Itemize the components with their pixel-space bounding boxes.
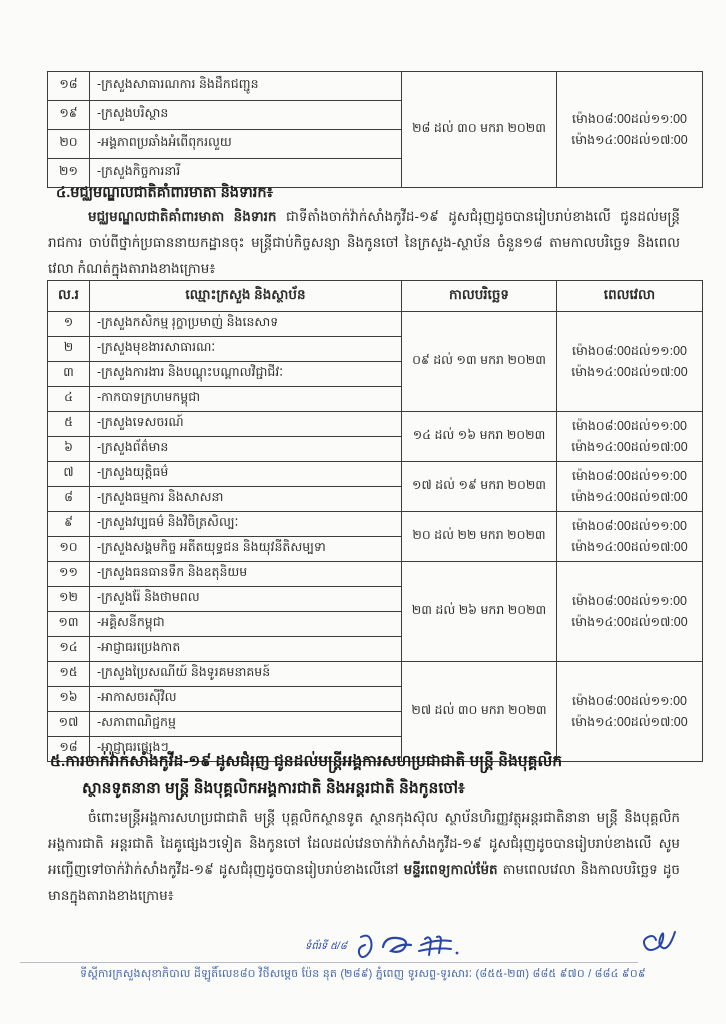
time-afternoon: ម៉ោង១៤:00ដល់១៧:00	[571, 539, 688, 554]
time-afternoon: ម៉ោង១៤:00ដល់១៧:00	[571, 364, 688, 379]
ministry-name: -អាជ្ញាធរប្រេងកាត	[90, 637, 402, 662]
ministry-name: -អគ្គិសនីកម្ពុជា	[90, 612, 402, 637]
section5-heading-line2: ស្ថានទូតនានា មន្ត្រី និងបុគ្គលិកអង្គការជាតិ និងអន្តរជាតិ និងកូនចៅ៖	[82, 780, 465, 797]
date-cell: ២៨ ដល់ ៣០ មករា ២០២៣	[402, 72, 557, 188]
ministry-name: -កាកបាទក្រហមកម្ពុជា	[90, 387, 402, 412]
row-number: ១	[48, 312, 90, 337]
ministry-name: -អាជ្ញាធរផ្សេងៗ	[90, 737, 402, 762]
ministry-name: -ក្រសួងទេសចរណ៍	[90, 412, 402, 437]
section5-paragraph-bold: មន្ទីរពេទ្យកាល់ម៉ែត	[403, 862, 498, 877]
section5-heading-line1: ៥.ការចាក់វ៉ាក់សាំងកូវីដ-១៩ ដូសជំរុញ ជូនដល់មន្ត្រីអង្គការសហប្រជាជាតិ មន្ត្រី និងបុគ្គលិក	[50, 753, 563, 770]
ministry-name: -ក្រសួងធនធានទឹក និងឧតុនិយម	[90, 562, 402, 587]
row-number: ១៨	[48, 72, 90, 101]
ministry-name: -ក្រសួងវប្បធម៌ និងវិចិត្រសិល្បៈ	[90, 512, 402, 537]
ministry-name: -ក្រសួងការងារ និងបណ្តុះបណ្តាលវិជ្ជាជីវៈ	[90, 362, 402, 387]
row-number: ១៩	[48, 101, 90, 130]
time-cell	[557, 312, 703, 412]
date-cell: ២៣ ដល់ ២៦ មករា ២០២៣	[402, 562, 557, 662]
continuation-table	[47, 71, 703, 188]
row-number: ៦	[48, 437, 90, 462]
header-time: ពេលវេលា	[557, 281, 703, 312]
row-number: ១៥	[48, 662, 90, 687]
row-number: ៣	[48, 362, 90, 387]
time-afternoon: ម៉ោង១៤:00ដល់១៧:00	[571, 614, 688, 629]
time-morning: ម៉ោង០៨:00ដល់១១:00	[571, 343, 687, 358]
time-cell	[557, 412, 703, 462]
footer-address: ទីស្តីការក្រសួងសុខាភិបាល ដីឡូតិ៍លេខ៨០ វិថីសម្តេច ប៉ែន នុត (២៨៩) ភ្នំពេញ ទូរសព្ទ-ទូរសារៈ (៨៥៥-២៣) ៨៨៥ ៩៧០ / ៨៨៤ ៩០៩	[80, 968, 646, 980]
row-number: ១០	[48, 537, 90, 562]
row-number: ១៣	[48, 612, 90, 637]
time-cell	[557, 562, 703, 662]
table-header-row	[48, 281, 703, 312]
date-cell: ២០ ដល់ ២២ មករា ២០២៣	[402, 512, 557, 562]
section5-paragraph-b: តាមពេលវេលា និងកាលបរិច្ឆេទ ដូចមានក្នុងតារាងខាងក្រោម៖	[48, 862, 681, 903]
footer-divider	[20, 962, 638, 963]
signature-scribble-icon	[353, 929, 473, 963]
row-number: ២០	[48, 130, 90, 159]
row-number: ៥	[48, 412, 90, 437]
row-number: ១៦	[48, 687, 90, 712]
time-afternoon: ម៉ោង១៤:00ដល់១៧:00	[571, 132, 688, 147]
date-cell: ០៩ ដល់ ១៣ មករា ២០២៣	[402, 312, 557, 412]
time-morning: ម៉ោង០៨:00ដល់១១:00	[571, 518, 687, 533]
table-row	[48, 412, 703, 437]
schedule-table	[47, 280, 703, 762]
row-number: ១៤	[48, 637, 90, 662]
row-number: ១១	[48, 562, 90, 587]
ministry-name: -ក្រសួងបរិស្ថាន	[90, 101, 402, 130]
initial-mark-icon	[630, 920, 682, 964]
section5-paragraph-a: ចំពោះមន្ត្រីអង្គការសហប្រជាជាតិ មន្ត្រី បុគ្គលិកស្ថានទូត ស្ថានកុងស៊ុល ស្ថាប័នហិរញ្ញវត្ថុអន្តរជាតិនានា មន្ត្រី និងបុគ្គលិកអង្គការជាតិ អន្តរជាតិ ដៃគូផ្សេងៗទៀត និងកូនចៅ ដែលដល់វេនចាក់វ៉ាក់សាំងកូវីដ-១៩ ដូសជំរុញដូចបានរៀបរាប់ខាងលើ សូមអញ្ជើញទៅចាក់វ៉ាក់សាំងកូវីដ-១៩ ដូសជំរុញដូចបានរៀបរាប់ខាងលើនៅ	[48, 810, 680, 877]
ministry-name: -សភាពាណិជ្ជកម្ម	[90, 712, 402, 737]
row-number: ៧	[48, 462, 90, 487]
section5-heading	[50, 748, 686, 802]
table-row	[48, 512, 703, 537]
date-cell: ១៤ ដល់ ១៦ មករា ២០២៣	[402, 412, 557, 462]
time-cell	[557, 72, 703, 188]
time-cell	[557, 462, 703, 512]
row-number: ១៧	[48, 712, 90, 737]
header-date: កាលបរិច្ឆេទ	[402, 281, 557, 312]
table-row	[48, 662, 703, 687]
ministry-name: -ក្រសួងកិច្ចការនារី	[90, 159, 402, 188]
section4-heading: ៤.មជ្ឈមណ្ឌលជាតិគាំពារមាតា និងទារក៖	[56, 185, 273, 201]
ministry-name: -ក្រសួងយុត្តិធម៌	[90, 462, 402, 487]
ministry-name: -អង្គភាពប្រឆាំងអំពើពុករលួយ	[90, 130, 402, 159]
header-no: ល.រ	[48, 281, 90, 312]
time-cell	[557, 512, 703, 562]
section4-paragraph	[48, 204, 680, 282]
time-morning: ម៉ោង០៨:00ដល់១១:00	[571, 693, 687, 708]
handwritten-page-note: ទំព័រទី ៥/៨	[305, 940, 347, 952]
time-morning: ម៉ោង០៨:00ដល់១១:00	[571, 593, 687, 608]
header-ministry-name: ឈ្មោះក្រសួង និងស្ថាប័ន	[90, 281, 402, 312]
ministry-name: -ក្រសួងកសិកម្ម រុក្ខាប្រមាញ់ និងនេសាទ	[90, 312, 402, 337]
row-number: ១៨	[48, 737, 90, 762]
row-number: ៤	[48, 387, 90, 412]
row-number: ៨	[48, 487, 90, 512]
ministry-name: -ក្រសួងសាធារណការ និងដឹកជញ្ជូន	[90, 72, 402, 101]
section5-paragraph	[48, 805, 680, 909]
ministry-name: -ក្រសួងរ៉ែ និងថាមពល	[90, 587, 402, 612]
section4-paragraph-rest: ជាទីតាំងចាក់វ៉ាក់សាំងកូវីដ-១៩ ដូសជំរុញដូចបានរៀបរាប់ខាងលើ ជូនដល់មន្ត្រីរាជការ ចាប់ពីថ្នាក់ប្រធាននាយកដ្ឋានចុះ មន្ត្រីជាប់កិច្ចសន្យា និងកូនចៅ នៃក្រសួង-ស្ថាប័ន ចំនួន១៨ តាមកាលបរិច្ឆេទ និងពេលវេលា កំណត់ក្នុងតារាងខាងក្រោម៖	[48, 209, 680, 276]
date-cell: ២៧ ដល់ ៣០ មករា ២០២៣	[402, 662, 557, 762]
time-morning: ម៉ោង០៨:00ដល់១១:00	[571, 111, 687, 126]
time-cell	[557, 662, 703, 762]
row-number: ១២	[48, 587, 90, 612]
table-row	[48, 72, 703, 101]
time-afternoon: ម៉ោង១៤:00ដល់១៧:00	[571, 714, 688, 729]
time-afternoon: ម៉ោង១៤:00ដល់១៧:00	[571, 439, 688, 454]
time-afternoon: ម៉ោង១៤:00ដល់១៧:00	[571, 489, 688, 504]
time-morning: ម៉ោង០៨:00ដល់១១:00	[571, 468, 687, 483]
row-number: ២១	[48, 159, 90, 188]
ministry-name: -អាកាសចរស៊ីវិល	[90, 687, 402, 712]
ministry-name: -ក្រសួងប្រៃសណីយ៍ និងទូរគមនាគមន៍	[90, 662, 402, 687]
section4-paragraph-lead: មជ្ឈមណ្ឌលជាតិគាំពារមាតា និងទារក	[88, 209, 277, 224]
table-row	[48, 562, 703, 587]
date-cell: ១៧ ដល់ ១៩ មករា ២០២៣	[402, 462, 557, 512]
ministry-name: -ក្រសួងមុខងារសាធារណៈ	[90, 337, 402, 362]
table-row	[48, 312, 703, 337]
row-number: ២	[48, 337, 90, 362]
time-morning: ម៉ោង០៨:00ដល់១១:00	[571, 418, 687, 433]
row-number: ៩	[48, 512, 90, 537]
ministry-name: -ក្រសួងសង្គមកិច្ច អតីតយុទ្ធជន និងយុវនីតិសម្បទា	[90, 537, 402, 562]
ministry-name: -ក្រសួងព័ត៌មាន	[90, 437, 402, 462]
handwritten-annotation	[305, 929, 473, 963]
ministry-name: -ក្រសួងធម្មការ និងសាសនា	[90, 487, 402, 512]
table-row	[48, 462, 703, 487]
